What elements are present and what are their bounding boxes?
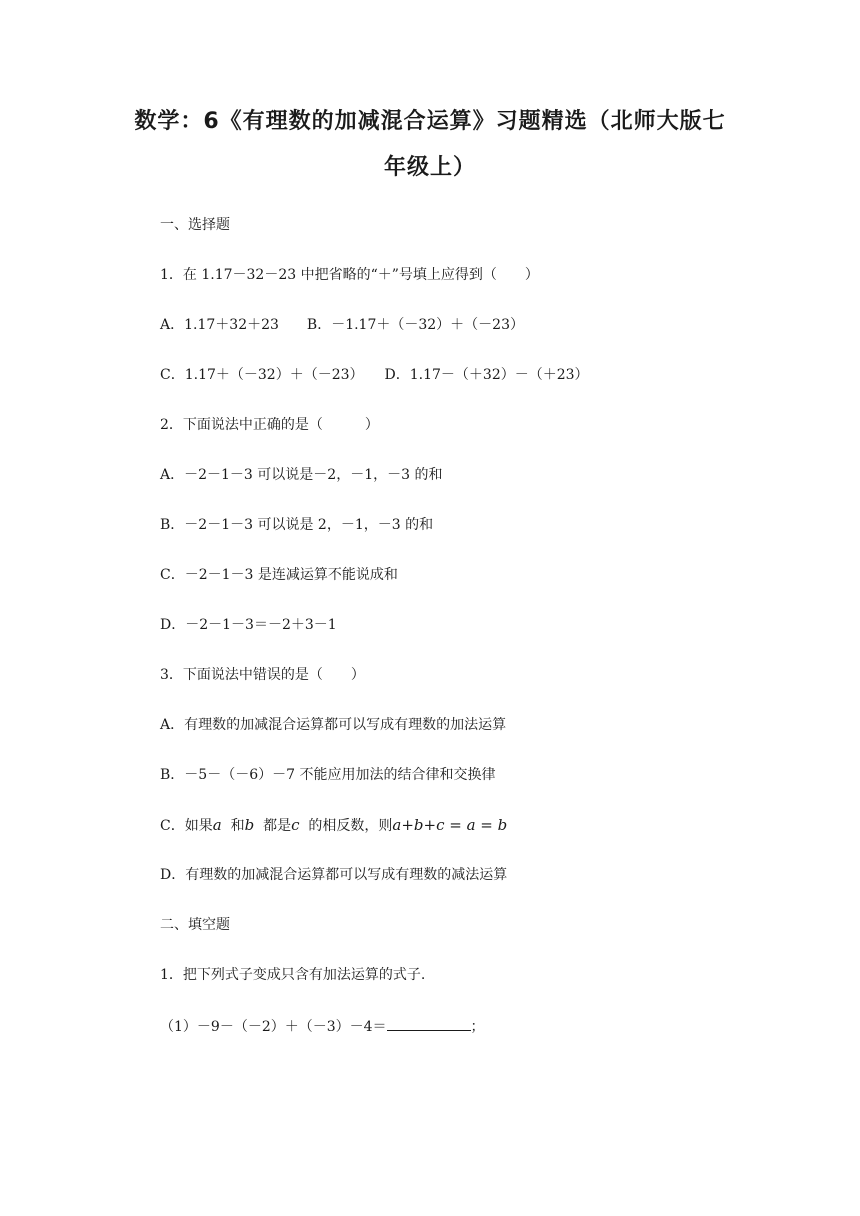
part-1-end: ；	[470, 1019, 485, 1035]
question-3-option-c	[160, 816, 507, 835]
part-1-expression: （1）－9－（－2）＋（－3）－4＝	[160, 1019, 387, 1035]
question-1-options-ab: A．1.17＋32＋23 B．－1.17＋（－32）＋（－23）	[160, 317, 524, 333]
answer-blank	[387, 1016, 471, 1031]
option-c-and: 和	[230, 818, 245, 834]
section-heading-choice: 一、选择题	[160, 217, 230, 233]
question-3-stem: 3．下面说法中错误的是（ ）	[160, 667, 365, 683]
question-3-option-d: D．有理数的加减混合运算都可以写成有理数的减法运算	[160, 867, 508, 883]
question-1-options-cd: C．1.17＋（－32）＋（－23） D．1.17－（＋32）－（＋23）	[160, 367, 589, 383]
document-title-line-2: 年级上）	[383, 155, 476, 180]
question-2-option-a: A．－2－1－3 可以说是－2，－1，－3 的和	[160, 467, 443, 483]
question-3-option-a: A．有理数的加减混合运算都可以写成有理数的加法运算	[160, 717, 507, 733]
question-2-stem: 2．下面说法中正确的是（ ）	[160, 417, 379, 433]
option-c-are: 都是	[263, 818, 292, 834]
question-2-option-c: C．－2－1－3 是连减运算不能说成和	[160, 567, 398, 583]
variable-b: b	[244, 816, 255, 834]
fill-question-1-part-1	[160, 1016, 485, 1036]
variable-a: a	[212, 816, 222, 834]
fill-question-1-stem: 1．把下列式子变成只含有加法运算的式子.	[160, 967, 426, 983]
document-title-line-1: 数学：6《有理数的加减混合运算》习题精选（北师大版七	[134, 109, 726, 134]
question-2-option-b: B．－2－1－3 可以说是 2，－1，－3 的和	[160, 517, 434, 533]
question-2-option-d: D．－2－1－3＝－2＋3－1	[160, 617, 337, 633]
variable-c: c	[291, 816, 300, 834]
option-c-prefix: C．如果	[160, 818, 213, 834]
option-c-suffix: 的相反数，则	[308, 818, 393, 834]
section-heading-fill-in: 二、填空题	[160, 917, 230, 933]
option-c-equation: a+b+c = a = b	[392, 816, 508, 834]
question-1-stem: 1．在 1.17－32－23 中把省略的“＋”号填上应得到（ ）	[160, 267, 539, 283]
question-3-option-b: B．－5－（－6）－7 不能应用加法的结合律和交换律	[160, 767, 496, 783]
